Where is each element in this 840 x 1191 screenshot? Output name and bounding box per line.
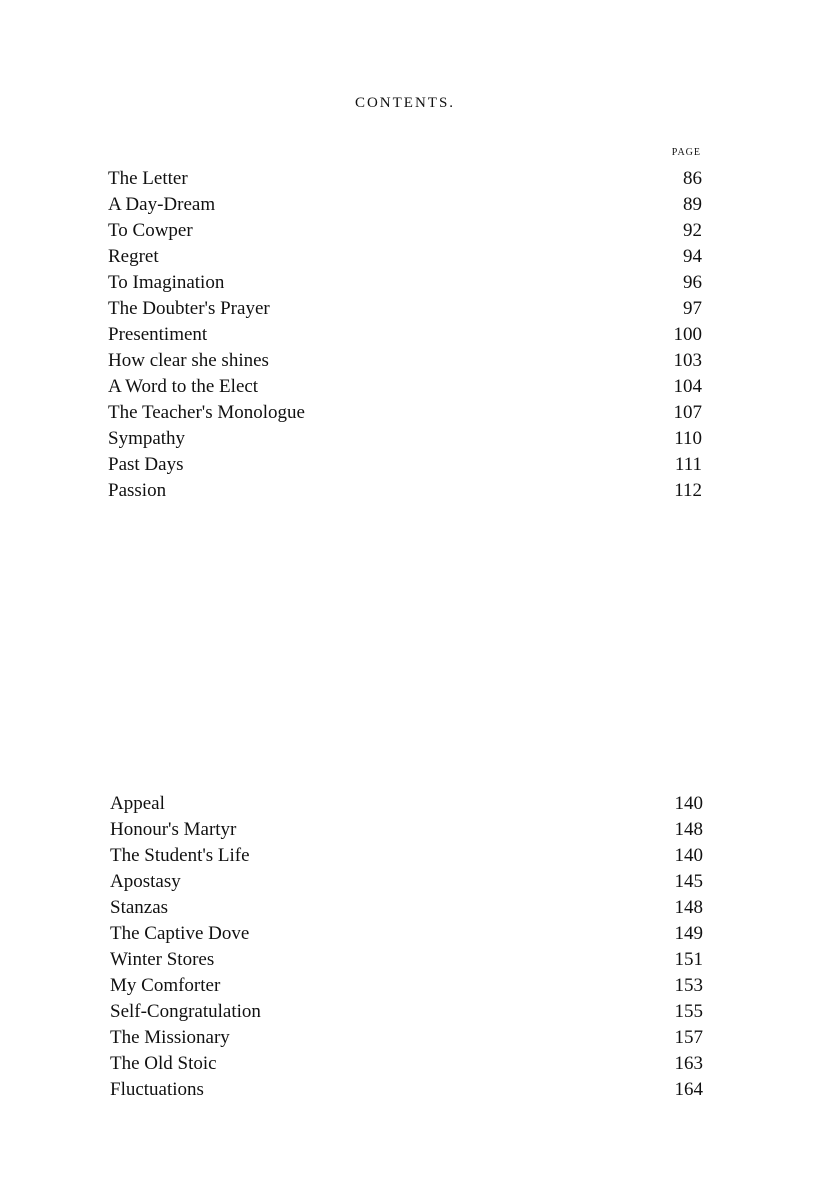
entry-page-number: 111 xyxy=(674,454,702,475)
entry-title: Apostasy xyxy=(110,871,181,892)
contents-entry xyxy=(110,817,703,843)
entry-title: Winter Stores xyxy=(110,949,215,970)
contents-entry xyxy=(108,348,702,374)
contents-entry xyxy=(108,400,702,426)
entry-page-number: 148 xyxy=(674,897,703,918)
contents-entry xyxy=(108,374,702,400)
entry-title: The Captive Dove xyxy=(110,923,250,944)
contents-entry xyxy=(108,296,702,322)
entry-title: Past Days xyxy=(108,454,184,475)
entry-page-number: 153 xyxy=(674,975,703,996)
entry-title: My Comforter xyxy=(110,975,221,996)
entry-page-number: 155 xyxy=(674,1001,703,1022)
entry-page-number: 163 xyxy=(674,1053,703,1074)
contents-entry xyxy=(108,244,702,270)
entry-page-number: 104 xyxy=(673,376,702,397)
contents-entry xyxy=(110,791,703,817)
entry-title: Stanzas xyxy=(110,897,169,918)
entry-title: The Doubter's Prayer xyxy=(108,298,270,319)
contents-entry xyxy=(110,843,703,869)
contents-list-second xyxy=(110,791,703,1103)
entry-title: Passion xyxy=(108,480,167,501)
entry-page-number: 149 xyxy=(674,923,703,944)
entry-title: Honour's Martyr xyxy=(110,819,237,840)
contents-entry xyxy=(108,270,702,296)
entry-title: A Word to the Elect xyxy=(108,376,259,397)
entry-page-number: 103 xyxy=(673,350,702,371)
entry-page-number: 107 xyxy=(673,402,702,423)
entry-title: To Imagination xyxy=(108,272,225,293)
entry-page-number: 164 xyxy=(674,1079,703,1100)
entry-page-number: 140 xyxy=(674,793,703,814)
entry-page-number: 151 xyxy=(674,949,703,970)
entry-title: The Old Stoic xyxy=(110,1053,217,1074)
contents-entry xyxy=(110,1077,703,1103)
entry-title: To Cowper xyxy=(108,220,193,241)
entry-page-number: 94 xyxy=(683,246,702,267)
entry-title: Self-Congratulation xyxy=(110,1001,261,1022)
entry-title: Sympathy xyxy=(108,428,186,449)
contents-entry xyxy=(110,1025,703,1051)
entry-page-number: 89 xyxy=(683,194,702,215)
page-column-label: PAGE xyxy=(671,147,701,158)
contents-entry xyxy=(110,869,703,895)
contents-entry xyxy=(110,973,703,999)
entry-page-number: 140 xyxy=(674,845,703,866)
contents-entry xyxy=(108,322,702,348)
entry-title: Regret xyxy=(108,246,159,267)
entry-page-number: 145 xyxy=(674,871,703,892)
contents-entry xyxy=(108,166,702,192)
entry-title: Presentiment xyxy=(108,324,208,345)
contents-entry xyxy=(108,452,702,478)
entry-page-number: 97 xyxy=(683,298,702,319)
entry-page-number: 110 xyxy=(674,428,702,449)
entry-page-number: 148 xyxy=(674,819,703,840)
entry-title: Fluctuations xyxy=(110,1079,204,1100)
entry-page-number: 96 xyxy=(683,272,702,293)
contents-entry xyxy=(108,426,702,452)
entry-page-number: 92 xyxy=(683,220,702,241)
entry-title: How clear she shines xyxy=(108,350,269,371)
entry-title: A Day-Dream xyxy=(108,194,216,215)
entry-title: The Teacher's Monologue xyxy=(108,402,305,423)
entry-title: The Letter xyxy=(108,168,188,189)
contents-entry xyxy=(110,921,703,947)
contents-entry xyxy=(108,192,702,218)
entry-page-number: 157 xyxy=(674,1027,703,1048)
contents-entry xyxy=(110,1051,703,1077)
entry-title: The Missionary xyxy=(110,1027,230,1048)
contents-list-first xyxy=(108,166,702,504)
entry-title: Appeal xyxy=(110,793,165,814)
entry-page-number: 100 xyxy=(673,324,702,345)
contents-entry xyxy=(108,218,702,244)
entry-title: The Student's Life xyxy=(110,845,250,866)
contents-entry xyxy=(110,947,703,973)
contents-entry xyxy=(108,478,702,504)
contents-entry xyxy=(110,999,703,1025)
contents-entry xyxy=(110,895,703,921)
entry-page-number: 86 xyxy=(683,168,702,189)
contents-heading: CONTENTS. xyxy=(354,95,456,111)
entry-page-number: 112 xyxy=(674,480,702,501)
